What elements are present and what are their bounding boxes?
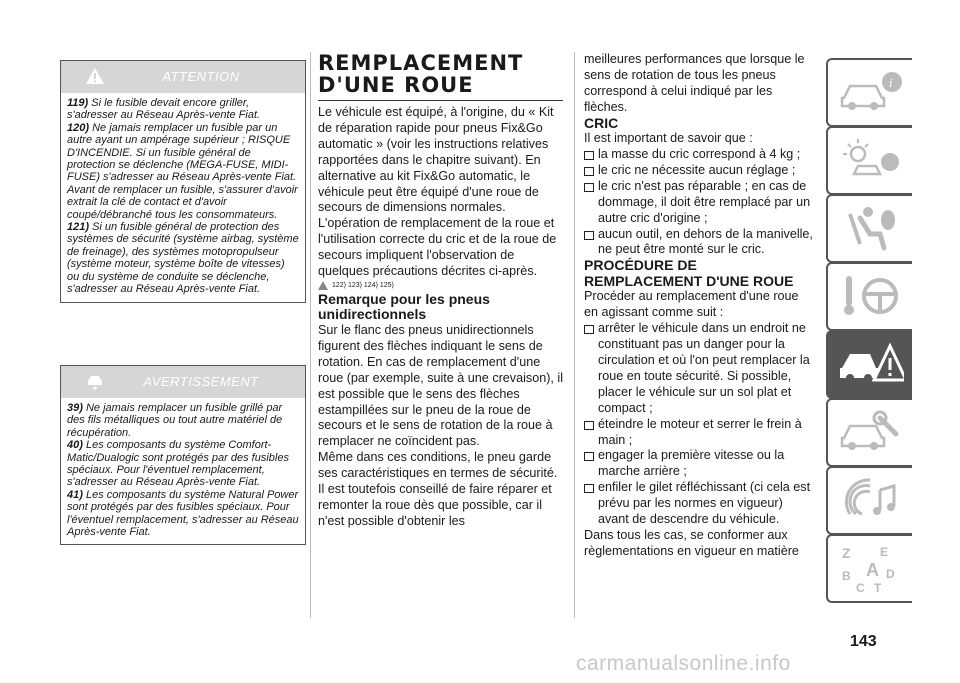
- breakdown-warning-icon: [840, 340, 904, 388]
- svg-text:B: B: [842, 569, 851, 583]
- paragraph: Le véhicule est équipé, à l'origine, du « Kit de réparation rapide pour pneus Fix&Go automatic » (voir les instructions relatives rapportées dans le chapitre suivant). En alternative au kit Fix&Go automatic, le véhicule peut être équipé d'une roue de secours de dimensions normales.: [318, 105, 554, 215]
- steering-key-icon: [840, 272, 904, 320]
- bullet-square-icon: [584, 231, 594, 240]
- attention-header: [61, 61, 305, 93]
- paragraph: Procéder au remplacement d'une roue en agissant comme suit :: [584, 289, 799, 320]
- dashboard-lights-icon: [840, 136, 904, 184]
- list-item: enfiler le gilet réfléchissant (ci cela est prévu par les normes en vigueur) avant de descendre du véhicule.: [584, 480, 816, 528]
- avertissement-body: [61, 398, 305, 544]
- paragraph: L'opération de remplacement de la roue et l'utilisation correcte du cric et de la roue de secours impliquent l'observation de quelques précautions décrites ci-après.: [318, 216, 557, 279]
- bullet-square-icon: [584, 151, 594, 160]
- svg-text:A: A: [866, 560, 879, 580]
- svg-text:E: E: [880, 545, 889, 559]
- avertissement-title: AVERTISSEMENT: [143, 374, 259, 389]
- bullet-square-icon: [584, 183, 594, 192]
- subheading: Remarque pour les pneus unidirectionnels: [318, 290, 490, 323]
- bullet-square-icon: [584, 325, 594, 334]
- warning-triangle-icon: [318, 281, 328, 290]
- tab-multimedia[interactable]: [826, 466, 912, 535]
- list-item: le cric ne nécessite aucun réglage ;: [584, 163, 816, 179]
- column-divider: [310, 52, 311, 618]
- list-item: éteindre le moteur et serrer le frein à main ;: [584, 417, 816, 449]
- attention-box: [60, 60, 306, 303]
- list-item: aucun outil, en dehors de la manivelle, ne peut être monté sur le cric.: [584, 227, 816, 259]
- paragraph: Il est important de savoir que :: [584, 131, 753, 146]
- warning-refs: 122) 123) 124) 125): [318, 280, 563, 292]
- attention-item: 120) Ne jamais remplacer un fusible par un autre ayant un ampérage supérieur ; RISQUE D'INCENDIE. Si un fusible général de protection se déclenche (MEGA-FUSE, MIDI-FUSE) s'adresser au Réseau Après-vente Fiat. Avant de remplacer un fusible, s'assurer d'avoir extrait la clé de contact et d'avoir coupé/débranché tous les consommateurs.: [67, 121, 298, 221]
- svg-text:T: T: [874, 581, 882, 592]
- cric-heading: CRIC: [584, 114, 619, 131]
- bullet-square-icon: [584, 484, 594, 493]
- svg-text:C: C: [856, 581, 865, 592]
- svg-text:Z: Z: [842, 545, 851, 561]
- column-divider: [574, 52, 575, 618]
- tab-index[interactable]: [826, 534, 912, 603]
- maintenance-wrench-icon: [840, 408, 904, 456]
- index-letters-icon: [840, 544, 904, 592]
- watermark: carmanualsonline.info: [576, 652, 791, 675]
- tab-emergency[interactable]: [826, 330, 912, 399]
- avertissement-header: [61, 366, 305, 398]
- procedure-heading: PROCÉDURE DE REMPLACEMENT D'UNE ROUE: [584, 257, 794, 289]
- avertissement-item: 39) Ne jamais remplacer un fusible grillé par des fils métalliques ou tout autre matériel de récupération.: [67, 402, 283, 439]
- tab-dashboard[interactable]: [826, 126, 912, 195]
- attention-body: [61, 93, 305, 302]
- paragraph: Il est toutefois conseillé de faire réparer et remonter la roue dès que possible, car il n'est possible d'obtenir les: [318, 482, 552, 528]
- tab-maintenance[interactable]: [826, 398, 912, 467]
- avertissement-box: [60, 365, 306, 545]
- bullet-square-icon: [584, 167, 594, 176]
- list-item: la masse du cric correspond à 4 kg ;: [584, 147, 816, 163]
- section-heading: REMPLACEMENT D'UNE ROUE: [318, 52, 563, 101]
- tab-starting-driving[interactable]: [826, 262, 912, 331]
- car-info-icon: [840, 68, 904, 116]
- avertissement-item: 41) Les composants du système Natural Power sont protégés par des fusibles spéciaux. Pour l'éventuel remplacement, s'adresser au Réseau Après-vente Fiat.: [67, 488, 299, 539]
- multimedia-music-icon: [840, 476, 904, 524]
- avertissement-item: 40) Les composants du système Comfort-Matic/Dualogic sont protégés par des fusibles spéciaux. Pour l'éventuel remplacement, s'adresser au Réseau Après-vente Fiat.: [67, 439, 289, 489]
- airbag-seat-icon: [840, 204, 904, 252]
- page-number: 143: [850, 633, 877, 650]
- paragraph: Même dans ces conditions, le pneu garde ses caractéristiques en termes de sécurité.: [318, 450, 558, 481]
- column-wheel-replacement: [318, 52, 563, 530]
- tab-car-info[interactable]: [826, 58, 912, 127]
- attention-item: 121) Si un fusible général de protection des systèmes de sécurité (système airbag, système de freinage), des systèmes motopropulseur (système moteur, système boîte de vitesses) ou du système de conduite se déclenche, s'adresser au Réseau Après-vente Fiat.: [67, 221, 299, 296]
- tab-safety[interactable]: [826, 194, 912, 263]
- svg-text:i: i: [889, 75, 893, 90]
- bullet-square-icon: [584, 452, 594, 461]
- attention-title: ATTENTION: [162, 69, 240, 84]
- paragraph: meilleures performances que lorsque le sens de rotation de tous les pneus correspond à celui indiqué par les flèches.: [584, 52, 805, 114]
- list-item: le cric n'est pas réparable ; en cas de dommage, il doit être remplacé par un autre cric d'origine ;: [584, 179, 816, 227]
- paragraph: Dans tous les cas, se conformer aux règlementations en vigueur en matière: [584, 527, 799, 558]
- list-item: arrêter le véhicule dans un endroit ne constituant pas un danger pour la circulation et où l'on peut remplacer la roue en toute sécurité. Si possible, placer le véhicule sur un sol plat et compact ;: [584, 321, 816, 416]
- column-jack-procedure: [584, 52, 816, 560]
- attention-item: 119) Si le fusible devait encore griller, s'adresser au Réseau Après-vente Fiat.: [67, 97, 261, 122]
- bullet-square-icon: [584, 421, 594, 430]
- paragraph: Sur le flanc des pneus unidirectionnels figurent des flèches indiquant le sens de rotation. En cas de remplacement d'une roue (par exemple, suite à une crevaison), il est possible que le sens des flèches estampillées sur le pneu de la roue de secours et le sens de rotation de la roue à remplacer ne coïncident pas.: [318, 322, 564, 449]
- list-item: engager la première vitesse ou la marche arrière ;: [584, 448, 816, 480]
- svg-text:D: D: [886, 567, 895, 581]
